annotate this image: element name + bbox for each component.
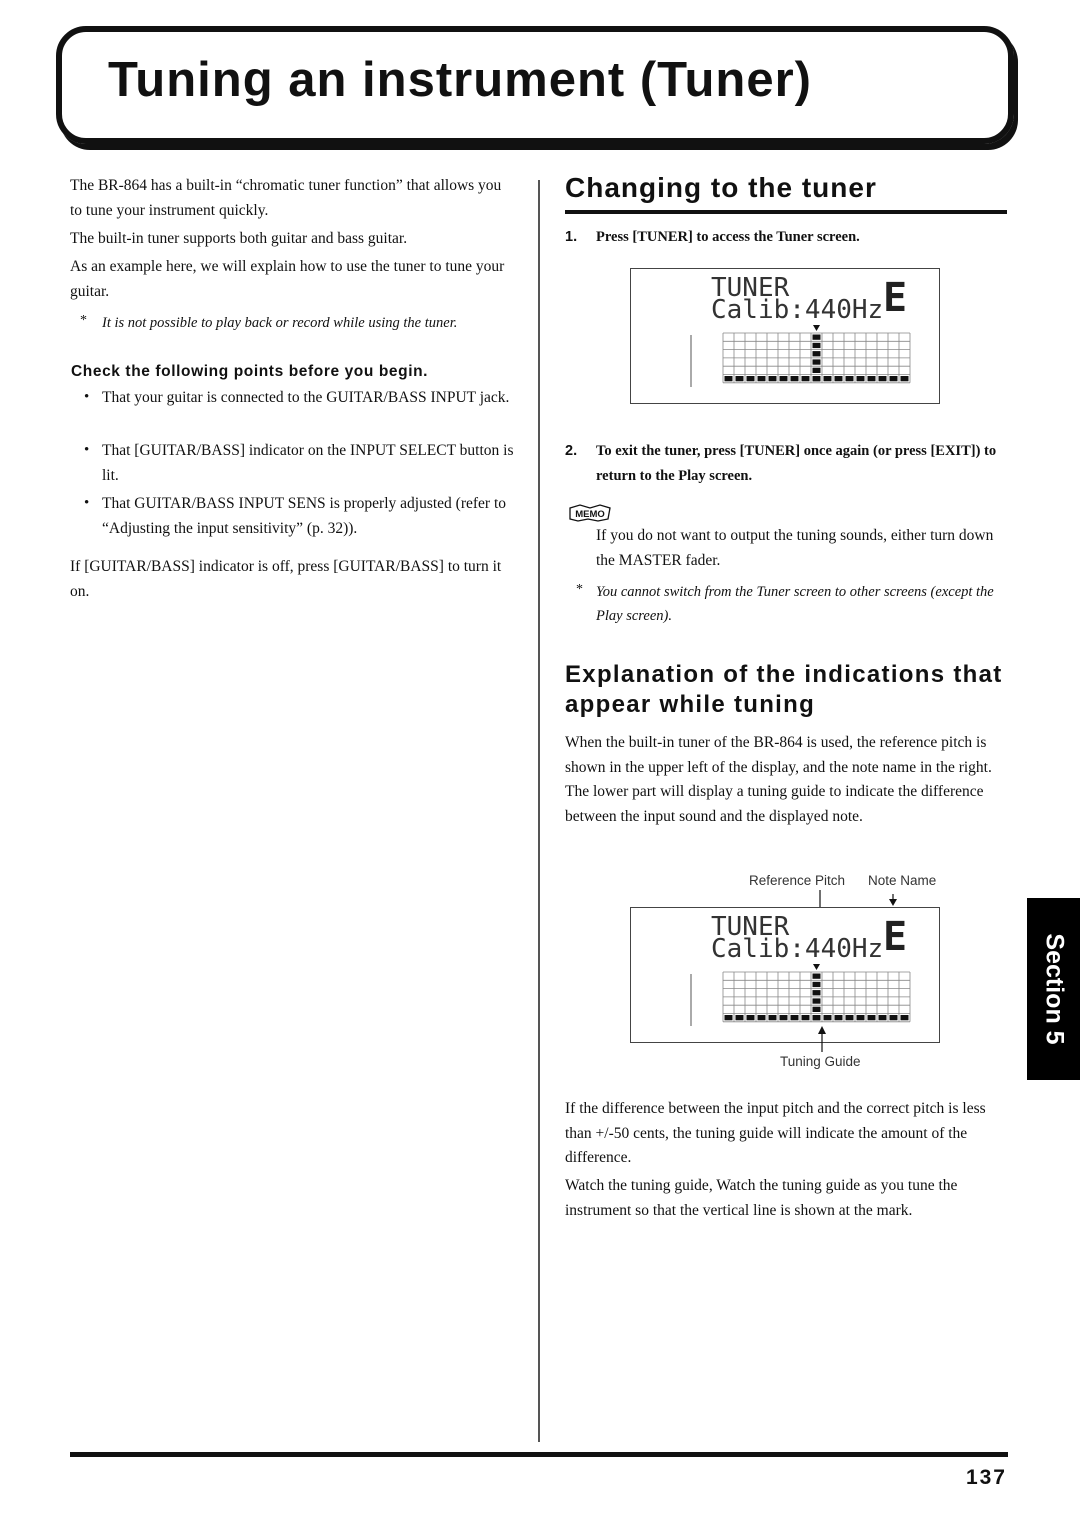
section-label: Section 5 xyxy=(1040,933,1068,1045)
column-divider xyxy=(538,180,540,1442)
difference-paragraph: If the difference between the input pitch and the correct pitch is less than +/-50 cents, the tuning guide will indicate the amount of the difference. xyxy=(565,1100,986,1166)
screen-switch-note: You cannot switch from the Tuner screen to other screens (except the Play screen). xyxy=(596,584,994,624)
note-asterisk: * xyxy=(80,313,87,328)
lcd-note-name: E xyxy=(883,914,908,960)
section-heading: Changing to the tuner xyxy=(565,172,877,203)
heading-rule xyxy=(565,210,1007,214)
explanation-paragraph: When the built-in tuner of the BR-864 is used, the reference pitch is shown in the upper left of the display, and the note name in the right. The lower part will display a tuning guide to indicate the difference between the input sound and the displayed note. xyxy=(565,734,992,825)
lcd-calibration: Calib:440Hz xyxy=(711,295,884,325)
page-title: Tuning an instrument (Tuner) xyxy=(108,53,812,107)
memo-label: MEMO xyxy=(575,509,605,520)
bullet-marker: • xyxy=(84,389,90,405)
title-frame xyxy=(56,26,1014,144)
bullet-item: That [GUITAR/BASS] indicator on the INPUT SELECT button is lit. xyxy=(102,442,514,484)
subsection-heading: Explanation of the indications that appear while tuning xyxy=(565,661,1003,718)
bullet-marker: • xyxy=(84,495,90,511)
tuning-guide-callout: Tuning Guide xyxy=(780,1054,861,1069)
tuning-guide-arrow xyxy=(812,1026,832,1054)
tuner-lcd-display xyxy=(630,268,940,404)
playback-note: It is not possible to play back or record while using the tuner. xyxy=(102,315,458,331)
indicator-paragraph: If [GUITAR/BASS] indicator is off, press [GUITAR/BASS] to turn it on. xyxy=(70,558,502,600)
lcd-note-name: E xyxy=(883,275,908,321)
example-paragraph: As an example here, we will explain how to use the tuner to tune your guitar. xyxy=(70,258,505,300)
bullet-item: That GUITAR/BASS INPUT SENS is properly adjusted (refer to “Adjusting the input sensitivity” (p. 32)). xyxy=(102,495,507,537)
step-number: 1. xyxy=(565,229,578,245)
section-tab xyxy=(1027,898,1080,1080)
bullet-item: That your guitar is connected to the GUITAR/BASS INPUT jack. xyxy=(102,389,510,406)
note-name-callout: Note Name xyxy=(868,873,937,888)
step-text: Press [TUNER] to access the Tuner screen. xyxy=(596,229,860,245)
footer-rule xyxy=(70,1452,1008,1457)
check-heading: Check the following points before you begin. xyxy=(71,363,429,380)
memo-icon xyxy=(568,504,612,522)
lcd-title: TUNER xyxy=(711,273,790,303)
watch-paragraph: Watch the tuning guide, Watch the tuning guide as you tune the instrument so that the vertical line is shown at the mark. xyxy=(565,1177,958,1219)
lcd-title: TUNER xyxy=(711,912,790,942)
support-paragraph: The built-in tuner supports both guitar and bass guitar. xyxy=(70,230,408,247)
step-text: To exit the tuner, press [TUNER] once again (or press [EXIT]) to return to the Play screen. xyxy=(596,443,997,484)
step-number: 2. xyxy=(565,443,578,459)
bullet-marker: • xyxy=(84,442,90,458)
note-asterisk: * xyxy=(576,582,583,597)
intro-paragraph: The BR-864 has a built-in “chromatic tuner function” that allows you to tune your instrument quickly. xyxy=(70,177,502,219)
lcd-calibration: Calib:440Hz xyxy=(711,934,884,964)
memo-text: If you do not want to output the tuning sounds, either turn down the MASTER fader. xyxy=(596,527,994,569)
reference-pitch-callout: Reference Pitch xyxy=(749,873,846,888)
page-number: 137 xyxy=(965,1466,1007,1489)
tuner-lcd-display-annotated xyxy=(630,907,940,1043)
